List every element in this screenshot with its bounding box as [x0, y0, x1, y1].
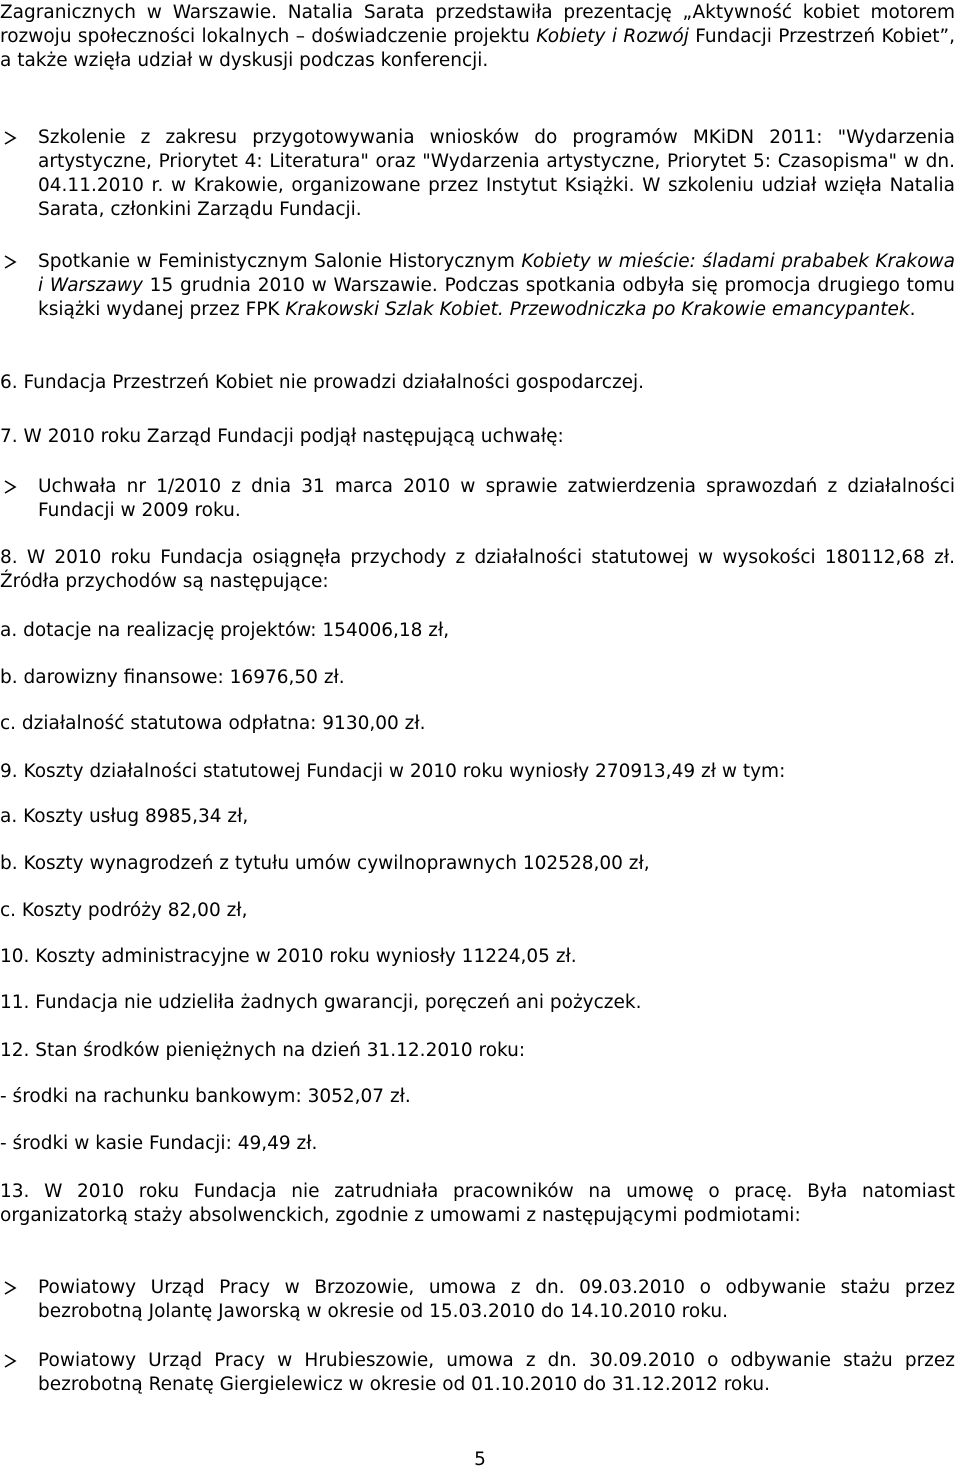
intro-paragraph: [0, 1, 955, 73]
arrowhead-bullet-icon: [2, 1279, 18, 1297]
bullet-meeting-text: Spotkanie w Feministycznym Salonie Historycznym Kobiety w mieście: śladami prababek Krakowa i Warszawy 15 grudnia 2010 w Warszawie. Podczas spotkania odbyła się promocja drugiego tomu książki wydanej przez FPK Krakowski Szlak Kobiet. Przewodniczka po Krakowie emancypantek.: [38, 251, 956, 320]
section-13: 13. W 2010 roku Fundacja nie zatrudniała pracowników na umowę o pracę. Była natomiast organizatorką staży absolwenckich, zgodnie z umowami z następującymi podmiotami:: [0, 1181, 955, 1226]
intro-text-1: Zagranicznych w Warszawie. Natalia Sarata przedstawiła prezentację „Aktywność kobiet motorem rozwoju społeczności lokalnych – doświadczenie projektu: [0, 2, 955, 47]
arrowhead-bullet-icon: [2, 478, 18, 496]
section-8b: b. darowizny finansowe: 16976,50 zł.: [0, 667, 345, 688]
section-8c: c. działalność statutowa odpłatna: 9130,00 zł.: [0, 713, 426, 734]
section-8: 8. W 2010 roku Fundacja osiągnęła przychody z działalności statutowej w wysokości 180112,68 zł. Źródła przychodów są następujące:: [0, 547, 955, 592]
meeting-italic-title: Kobiety w mieście: śladami prababek Krakowa i Warszawy: [38, 251, 956, 296]
section-7: 7. W 2010 roku Zarząd Fundacji podjął następującą uchwałę:: [0, 426, 564, 447]
bullet-resolution: [0, 475, 955, 523]
section-12a: - środki na rachunku bankowym: 3052,07 zł.: [0, 1086, 411, 1107]
intro-text-2: Fundacji Przestrzeń Kobiet”, a także wzięła udział w dyskusji podczas konferencji.: [0, 26, 955, 71]
section-9c: c. Koszty podróży 82,00 zł,: [0, 900, 248, 921]
bullet-hrubieszow: [0, 1349, 955, 1397]
bullet-brzozow-text: Powiatowy Urząd Pracy w Brzozowie, umowa z dn. 09.03.2010 o odbywanie stażu przez bezrobotną Jolantę Jaworską w okresie od 15.03.2010 do 14.10.2010 roku.: [38, 1277, 955, 1322]
bullet-training: [0, 126, 955, 222]
meeting-italic-book: Krakowski Szlak Kobiet. Przewodniczka po Krakowie emancypantek: [285, 299, 910, 320]
section-12b: - środki w kasie Fundacji: 49,49 zł.: [0, 1133, 318, 1154]
section-6: 6. Fundacja Przestrzeń Kobiet nie prowadzi działalności gospodarczej.: [0, 372, 645, 393]
bullet-hrubieszow-text: Powiatowy Urząd Pracy w Hrubieszowie, umowa z dn. 30.09.2010 o odbywanie stażu przez bezrobotną Renatę Giergielewicz w okresie od 01.10.2010 do 31.12.2012 roku.: [38, 1350, 955, 1395]
arrowhead-bullet-icon: [2, 253, 18, 271]
page-number: 5: [474, 1449, 486, 1470]
section-9a: a. Koszty usług 8985,34 zł,: [0, 806, 249, 827]
section-11: 11. Fundacja nie udzieliła żadnych gwarancji, poręczeń ani pożyczek.: [0, 992, 642, 1013]
bullet-resolution-text: Uchwała nr 1/2010 z dnia 31 marca 2010 w sprawie zatwierdzenia sprawozdań z działalności Fundacji w 2009 roku.: [38, 476, 955, 521]
bullet-brzozow: [0, 1276, 955, 1324]
section-8a: a. dotacje na realizację projektów: 154006,18 zł,: [0, 620, 450, 641]
bullet-training-text: Szkolenie z zakresu przygotowywania wniosków do programów MKiDN 2011: "Wydarzenia artystyczne, Priorytet 4: Literatura" oraz "Wydarzenia artystyczne, Priorytet 5: Czasopisma" w dn. 04.11.2010 r. w Krakowie, organizowane przez Instytut Książki. W szkoleniu udział wzięła Natalia Sarata, członkini Zarządu Fundacji.: [38, 127, 955, 220]
section-10: 10. Koszty administracyjne w 2010 roku wyniosły 11224,05 zł.: [0, 946, 577, 967]
intro-italic-project: Kobiety i Rozwój: [536, 26, 689, 47]
section-12: 12. Stan środków pieniężnych na dzień 31.12.2010 roku:: [0, 1040, 526, 1061]
arrowhead-bullet-icon: [2, 1352, 18, 1370]
arrowhead-bullet-icon: [2, 129, 18, 147]
section-9b: b. Koszty wynagrodzeń z tytułu umów cywilnoprawnych 102528,00 zł,: [0, 853, 650, 874]
bullet-meeting: [0, 250, 955, 322]
section-9: 9. Koszty działalności statutowej Fundacji w 2010 roku wyniosły 270913,49 zł w tym:: [0, 761, 786, 782]
